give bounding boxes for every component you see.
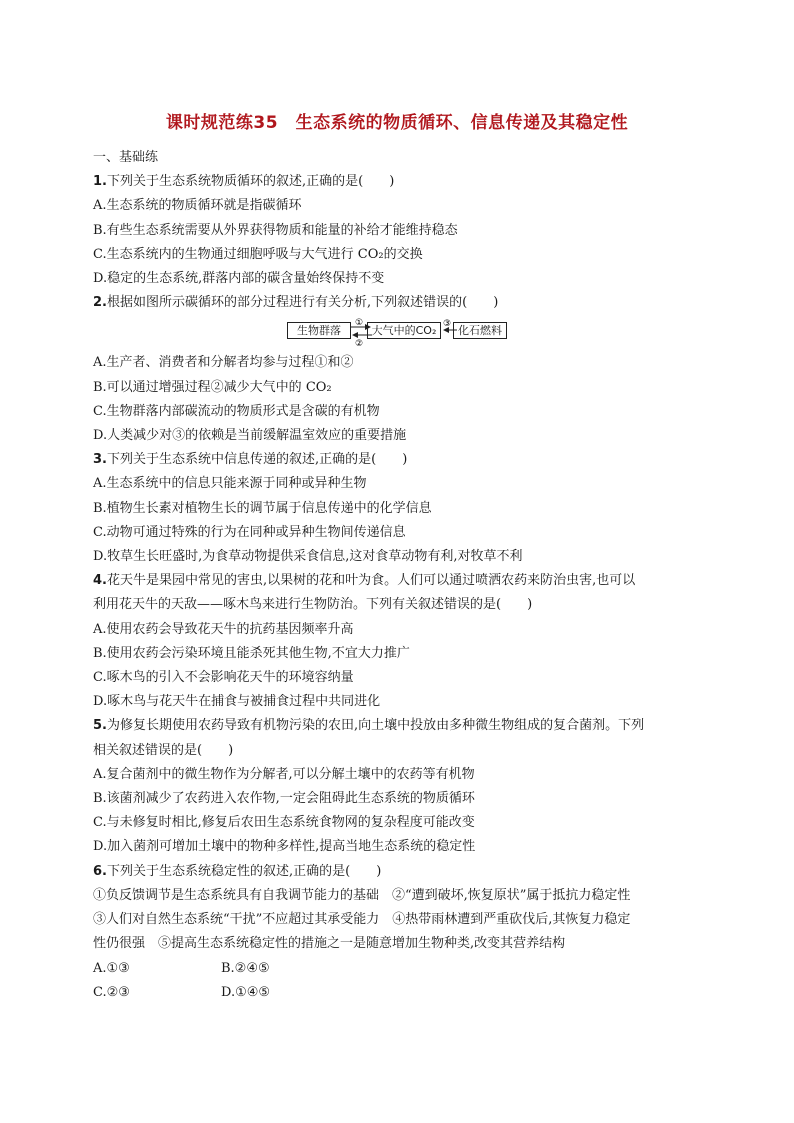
q4-option-a[interactable]: A.使用农药会导致花天牛的抗药基因频率升高 xyxy=(93,621,354,637)
question-number: 3. xyxy=(93,452,107,468)
carbon-cycle-diagram xyxy=(93,317,708,347)
section-heading: 一、基础练 xyxy=(93,150,159,165)
q2-option-c[interactable]: C.生物群落内部碳流动的物质形式是含碳的有机物 xyxy=(93,403,380,419)
question-5-stem xyxy=(93,714,708,738)
q3-option-a[interactable]: A.生态系统中的信息只能来源于同种或异种生物 xyxy=(93,476,367,492)
mark-2: ② xyxy=(355,339,364,348)
q6-option-c[interactable]: C.②③ xyxy=(93,984,130,1000)
question-number: 6. xyxy=(93,863,107,879)
question-number: 2. xyxy=(93,295,107,311)
question-2-stem xyxy=(93,291,708,315)
q6-option-b[interactable]: B.②④⑤ xyxy=(221,960,270,976)
q4-option-d[interactable]: D.啄木鸟与花天牛在捕食与被捕食过程中共同进化 xyxy=(93,694,381,710)
box-biological-community: 生物群落 xyxy=(287,322,351,339)
question-list xyxy=(93,146,708,1005)
question-text: 下列关于生态系统物质循环的叙述,正确的是( ) xyxy=(106,174,395,190)
question-3-stem xyxy=(93,448,708,472)
q1-option-b[interactable]: B.有些生态系统需要从外界获得物质和能量的补给才能维持稳态 xyxy=(93,222,458,238)
question-4-stem-cont: 利用花天牛的天敌——啄木鸟来进行生物防治。下列有关叙述错误的是( ) xyxy=(93,597,533,613)
q3-option-d[interactable]: D.牧草生长旺盛时,为食草动物提供采食信息,这对食草动物有利,对牧草不利 xyxy=(93,549,523,565)
q5-option-c[interactable]: C.与未修复时相比,修复后农田生态系统食物网的复杂程度可能改变 xyxy=(93,815,475,831)
box-fossil-fuel: 化石燃料 xyxy=(453,322,507,339)
question-5-stem-cont: 相关叙述错误的是( ) xyxy=(93,742,234,758)
q4-option-c[interactable]: C.啄木鸟的引入不会影响花天牛的环境容纳量 xyxy=(93,670,354,686)
q2-option-a[interactable]: A.生产者、消费者和分解者均参与过程①和② xyxy=(93,355,354,371)
q3-option-c[interactable]: C.动物可通过特殊的行为在同种或异种生物间传递信息 xyxy=(93,524,406,540)
q5-option-d[interactable]: D.加入菌剂可增加土壤中的物种多样性,提高当地生态系统的稳定性 xyxy=(93,839,476,855)
q6-statement-line-3: 性仍很强 ⑤提高生态系统稳定性的措施之一是随意增加生物种类,改变其营养结构 xyxy=(93,936,566,952)
q4-option-b[interactable]: B.使用农药会污染环境且能杀死其他生物,不宜大力推广 xyxy=(93,645,410,661)
q2-option-d[interactable]: D.人类减少对③的依赖是当前缓解温室效应的重要措施 xyxy=(93,428,407,444)
q3-option-b[interactable]: B.植物生长素对植物生长的调节属于信息传递中的化学信息 xyxy=(93,500,432,516)
q5-option-b[interactable]: B.该菌剂减少了农药进入农作物,一定会阻碍此生态系统的物质循环 xyxy=(93,791,475,807)
q6-option-d[interactable]: D.①④⑤ xyxy=(221,984,271,1000)
mark-3: ③ xyxy=(443,319,452,330)
question-number: 1. xyxy=(93,174,107,190)
question-text: 下列关于生态系统中信息传递的叙述,正确的是( ) xyxy=(106,452,408,468)
diagram-arrows xyxy=(93,317,708,347)
question-text: 下列关于生态系统稳定性的叙述,正确的是( ) xyxy=(106,863,382,879)
question-text: 根据如图所示碳循环的部分过程进行有关分析,下列叙述错误的( ) xyxy=(106,295,499,311)
box-atmospheric-co2: 大气中的CO₂ xyxy=(367,322,441,339)
question-6-stem xyxy=(93,860,708,884)
q6-option-a[interactable]: A.①③ xyxy=(93,960,130,976)
q5-option-a[interactable]: A.复合菌剂中的微生物作为分解者,可以分解土壤中的农药等有机物 xyxy=(93,766,475,782)
q6-statement-line-2: ③人们对自然生态系统“干扰”不应超过其承受能力 ④热带雨林遭到严重砍伐后,其恢复力稳定 xyxy=(93,912,631,928)
question-number: 5. xyxy=(93,718,107,734)
question-text: 为修复长期使用农药导致有机物污染的农田,向土壤中投放由多种微生物组成的复合菌剂。下列 xyxy=(106,718,645,734)
question-1-stem xyxy=(93,170,708,194)
q6-choice-row-2 xyxy=(93,981,708,1005)
q1-option-d[interactable]: D.稳定的生态系统,群落内部的碳含量始终保持不变 xyxy=(93,271,385,287)
q1-option-a[interactable]: A.生态系统的物质循环就是指碳循环 xyxy=(93,198,302,214)
question-4-stem xyxy=(93,569,708,593)
q6-statement-line-1: ①负反馈调节是生态系统具有自我调节能力的基础 ②“遭到破坏,恢复原状”属于抵抗力稳定性 xyxy=(93,887,631,903)
question-number: 4. xyxy=(93,573,107,589)
q1-option-c[interactable]: C.生态系统内的生物通过细胞呼吸与大气进行 CO₂的交换 xyxy=(93,246,423,262)
q2-option-b[interactable]: B.可以通过增强过程②减少大气中的 CO₂ xyxy=(93,379,332,395)
question-text: 花天牛是果园中常见的害虫,以果树的花和叶为食。人们可以通过喷洒农药来防治虫害,也可以 xyxy=(106,573,636,589)
q6-choice-row-1 xyxy=(93,957,708,981)
mark-1: ① xyxy=(355,318,364,329)
page-title: 课时规范练35 生态系统的物质循环、信息传递及其稳定性 xyxy=(165,113,629,133)
